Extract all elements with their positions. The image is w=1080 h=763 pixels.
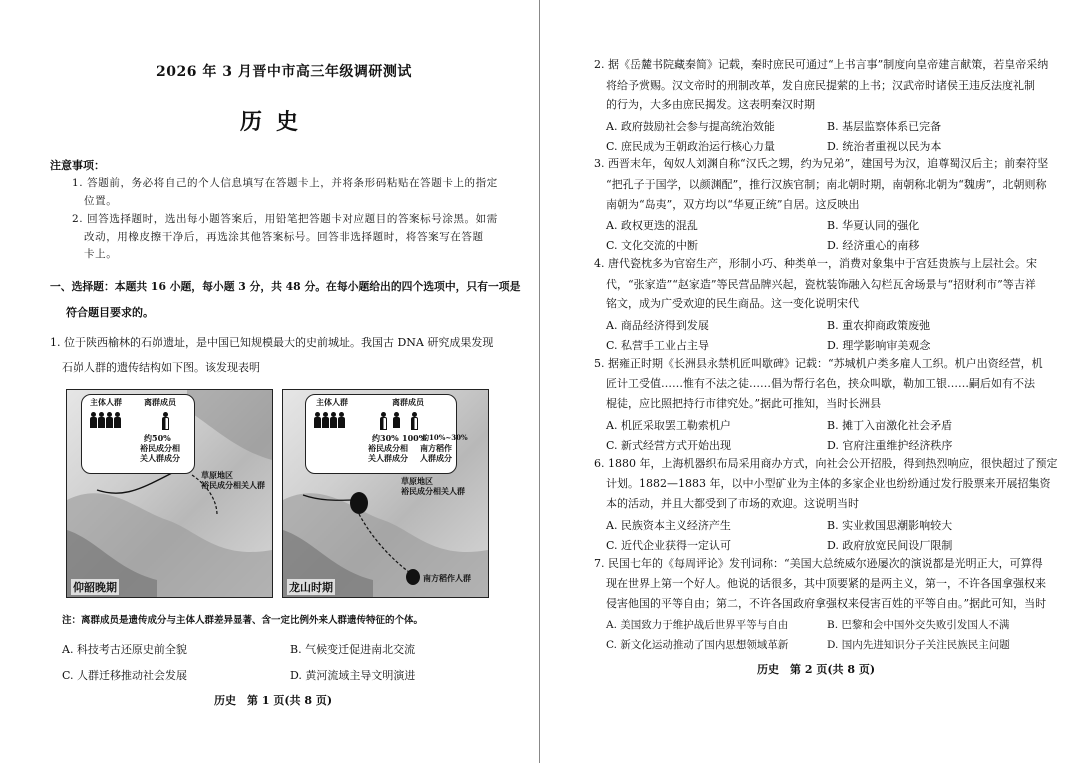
question-7-stem: 现在世界上第一个好人。他说的话很多，其中顶要紧的是两主义，第一，不许各国拿强权来: [606, 577, 1046, 590]
outlier-icons: [380, 412, 419, 432]
question-5-stem: 5. 据雍正时期《长洲县永禁机匠叫歇碑》记载：“苏城机户类多雇人工织。机户出资经营，机: [594, 357, 1043, 370]
person-icon: [106, 412, 113, 428]
note-line: 改动，用橡皮擦干净后，再选涂其他答案标号。回答非选择题时，将答案写在答题: [84, 231, 484, 243]
option-a: A. 商品经济得到发展: [606, 319, 709, 332]
page-2: [541, 0, 1080, 763]
note-line: 卡上。: [84, 248, 118, 260]
option-d: D. 经济重心的南移: [827, 239, 920, 252]
person-icon: [338, 412, 345, 428]
option-c: C. 私营手工业占主导: [606, 339, 710, 352]
option-b: B. 重农抑商政策废弛: [827, 319, 931, 332]
note-line: 1. 答题前，务必将自己的个人信息填写在答题卡上，并将条形码粘贴在答题卡上的指定: [72, 177, 498, 189]
option-a: A. 机匠采取罢工勒索机户: [606, 419, 731, 432]
component-label: 裕民成分相: [368, 443, 408, 453]
genetic-map-yangshao: [66, 389, 273, 598]
outlier-label: 离群成员: [392, 397, 424, 407]
pct-label: 100%: [402, 433, 427, 443]
option-d: D. 理学影响审美观念: [827, 339, 931, 352]
option-c: C. 人群迁移推动社会发展: [62, 669, 188, 682]
person-icon: [393, 412, 400, 428]
question-5-stem: 棍徒，应比照把持行市律究处。”据此可推知，当时长洲县: [606, 397, 882, 410]
question-7-stem: 7. 民国七年的《每周评论》发刊词称：“美国大总统威尔逊屡次的演说都是光明正大，可算得: [594, 557, 1043, 570]
option-d: D. 黄河流域主导文明演进: [290, 669, 416, 682]
person-icon: [90, 412, 97, 428]
question-2-stem: 将给予赏赐。汉文帝时的刑制改革，发自庶民提萦的上书；汉武帝时诸侯王违反法度礼制: [606, 79, 1035, 92]
option-a: A. 政府鼓励社会参与提高统治效能: [606, 120, 775, 133]
option-b: B. 巴黎和会中国外交失败引发国人不满: [827, 619, 1010, 631]
person-icon: [314, 412, 321, 428]
person-icon: [380, 412, 387, 428]
option-c: C. 近代企业获得一定认可: [606, 539, 732, 552]
page-footer: 历史 第 1 页(共 8 页): [214, 694, 333, 707]
person-icon: [114, 412, 121, 428]
callout-box: [81, 394, 195, 474]
question-6-stem: 计划。1882—1883 年，以中小型矿业为主体的多家企业也纷纷通过发行股票来开展招集资: [606, 477, 1051, 490]
period-label: 龙山时期: [289, 581, 333, 594]
page-footer: 历史 第 2 页(共 8 页): [757, 663, 876, 676]
outlier-icon: [162, 412, 170, 432]
period-label: 仰韶晚期: [73, 581, 117, 594]
steppe-label: 草原地区: [401, 476, 433, 486]
question-2-stem: 2. 据《岳麓书院藏秦简》记载，秦时庶民可通过“上书言事”制度向皇帝建言献策，若皇帝采纳: [594, 58, 1049, 71]
question-6-stem: 本的活动，并且大都受到了市场的欢迎。这说明当时: [606, 497, 859, 510]
question-3-stem: “把孔子于国学，以颜渊配”，推行汉族官制；南北朝时期，南朝称北朝为“魏虏”，北朝则称: [606, 178, 1047, 191]
notes-heading: 注意事项：: [50, 159, 105, 172]
south-rice-label: 南方稻作人群: [423, 573, 471, 583]
option-a: A. 美国致力于维护战后世界平等与自由: [606, 619, 789, 631]
pct-label: 约10%~30%: [422, 433, 468, 442]
steppe-label: 裕民成分相关人群: [201, 480, 265, 490]
question-3-stem: 南朝为“岛夷”，双方均以“华夏正统”自居。这反映出: [606, 198, 860, 211]
option-c: C. 文化交流的中断: [606, 239, 699, 252]
option-c: C. 新式经营方式开始出现: [606, 439, 732, 452]
option-a: A. 科技考古还原史前全貌: [62, 643, 187, 656]
main-group-icons: [314, 412, 346, 432]
option-b: B. 基层监察体系已完备: [827, 120, 942, 133]
steppe-label: 草原地区: [201, 470, 233, 480]
genetic-map-longshan: [282, 389, 489, 598]
main-group-icons: [90, 412, 122, 432]
question-1-stem: 1. 位于陕西榆林的石峁遗址，是中国已知规模最大的史前城址。我国古 DNA 研究成果发现: [50, 336, 494, 349]
steppe-label: 裕民成分相关人群: [401, 486, 465, 496]
main-group-label: 主体人群: [316, 397, 348, 407]
note-line: 位置。: [84, 195, 118, 207]
option-d: D. 国内先进知识分子关注民族民主问题: [827, 639, 1010, 651]
person-icon: [322, 412, 329, 428]
section-heading: 一、选择题：本题共 16 小题，每小题 3 分，共 48 分。在每小题给出的四个选项中，只有一项是: [50, 280, 521, 293]
option-b: B. 气候变迁促进南北交流: [290, 643, 416, 656]
section-heading-cont: 符合题目要求的。: [66, 306, 154, 319]
callout-box: [305, 394, 468, 474]
option-a: A. 民族资本主义经济产生: [606, 519, 731, 532]
figure-note: 注：离群成员是遗传成分与主体人群差异显著、含一定比例外来人群遗传特征的个体。: [62, 615, 424, 626]
component-label: 关人群成分: [368, 453, 408, 463]
question-3-stem: 3. 西晋末年，匈奴人刘渊自称“汉氏之甥，约为兄弟”，建国号为汉，追尊蜀汉后主；前秦符坚: [594, 157, 1049, 170]
question-2-stem: 的行为，大多由庶民揭发。这表明秦汉时期: [606, 98, 815, 111]
component-label: 南方稻作: [420, 443, 452, 453]
option-c: C. 庶民成为王朝政治运行核心力量: [606, 140, 776, 153]
component-label: 关人群成分: [140, 453, 180, 463]
option-b: B. 华夏认同的强化: [827, 219, 920, 232]
question-5-stem: 匠计工受值……惟有不法之徒……倡为帮行名色，挟众叫歇，勒加工银……嗣后如有不法: [606, 377, 1035, 390]
question-4-stem: 铭文，成为广受欢迎的民生商品。这一变化说明宋代: [606, 297, 859, 310]
option-b: B. 实业救国思潮影响较大: [827, 519, 953, 532]
person-icon: [162, 412, 169, 428]
exam-title: 2026 年 3 月晋中市高三年级调研测试: [156, 64, 412, 80]
question-4-stem: 4. 唐代瓷枕多为官窑生产，形制小巧、种类单一，消费对象集中于宫廷贵族与上层社会。宋: [594, 257, 1037, 270]
option-a: A. 政权更迭的混乱: [606, 219, 698, 232]
page-divider: [539, 0, 540, 763]
question-1-stem: 石峁人群的遗传结构如下图。该发现表明: [62, 361, 260, 374]
subject-title: 历史: [240, 109, 313, 135]
person-icon: [330, 412, 337, 428]
question-4-stem: 代，“张家造”“赵家造”等民营品牌兴起，瓷枕装饰融入勾栏瓦舍场景与“招财利市”等吉祥: [606, 278, 1036, 291]
option-d: D. 统治者重视以民为本: [827, 140, 942, 153]
component-label: 人群成分: [420, 453, 452, 463]
option-c: C. 新文化运动推动了国内思想领域革新: [606, 639, 789, 651]
note-line: 2. 回答选择题时，选出每小题答案后，用铅笔把答题卡对应题目的答案标号涂黑。如需: [72, 213, 498, 225]
component-label: 裕民成分相: [140, 443, 180, 453]
person-icon: [98, 412, 105, 428]
question-6-stem: 6. 1880 年，上海机器织布局采用商办方式，向社会公开招股，得到热烈响应，很快超过了预定: [594, 457, 1058, 470]
main-group-label: 主体人群: [90, 397, 122, 407]
option-d: D. 政府放宽民间设厂限制: [827, 539, 953, 552]
question-7-stem: 侵害他国的平等自由；第二，不许各国政府拿强权来侵害百姓的平等自由。”据此可知，当时: [606, 597, 1047, 610]
option-d: D. 官府注重维护经济秩序: [827, 439, 953, 452]
pct-label: 约30%: [372, 433, 399, 443]
outlier-label: 离群成员: [144, 397, 176, 407]
option-b: B. 摊丁入亩激化社会矛盾: [827, 419, 953, 432]
pct-label: 约50%: [144, 433, 171, 443]
person-icon: [411, 412, 418, 428]
